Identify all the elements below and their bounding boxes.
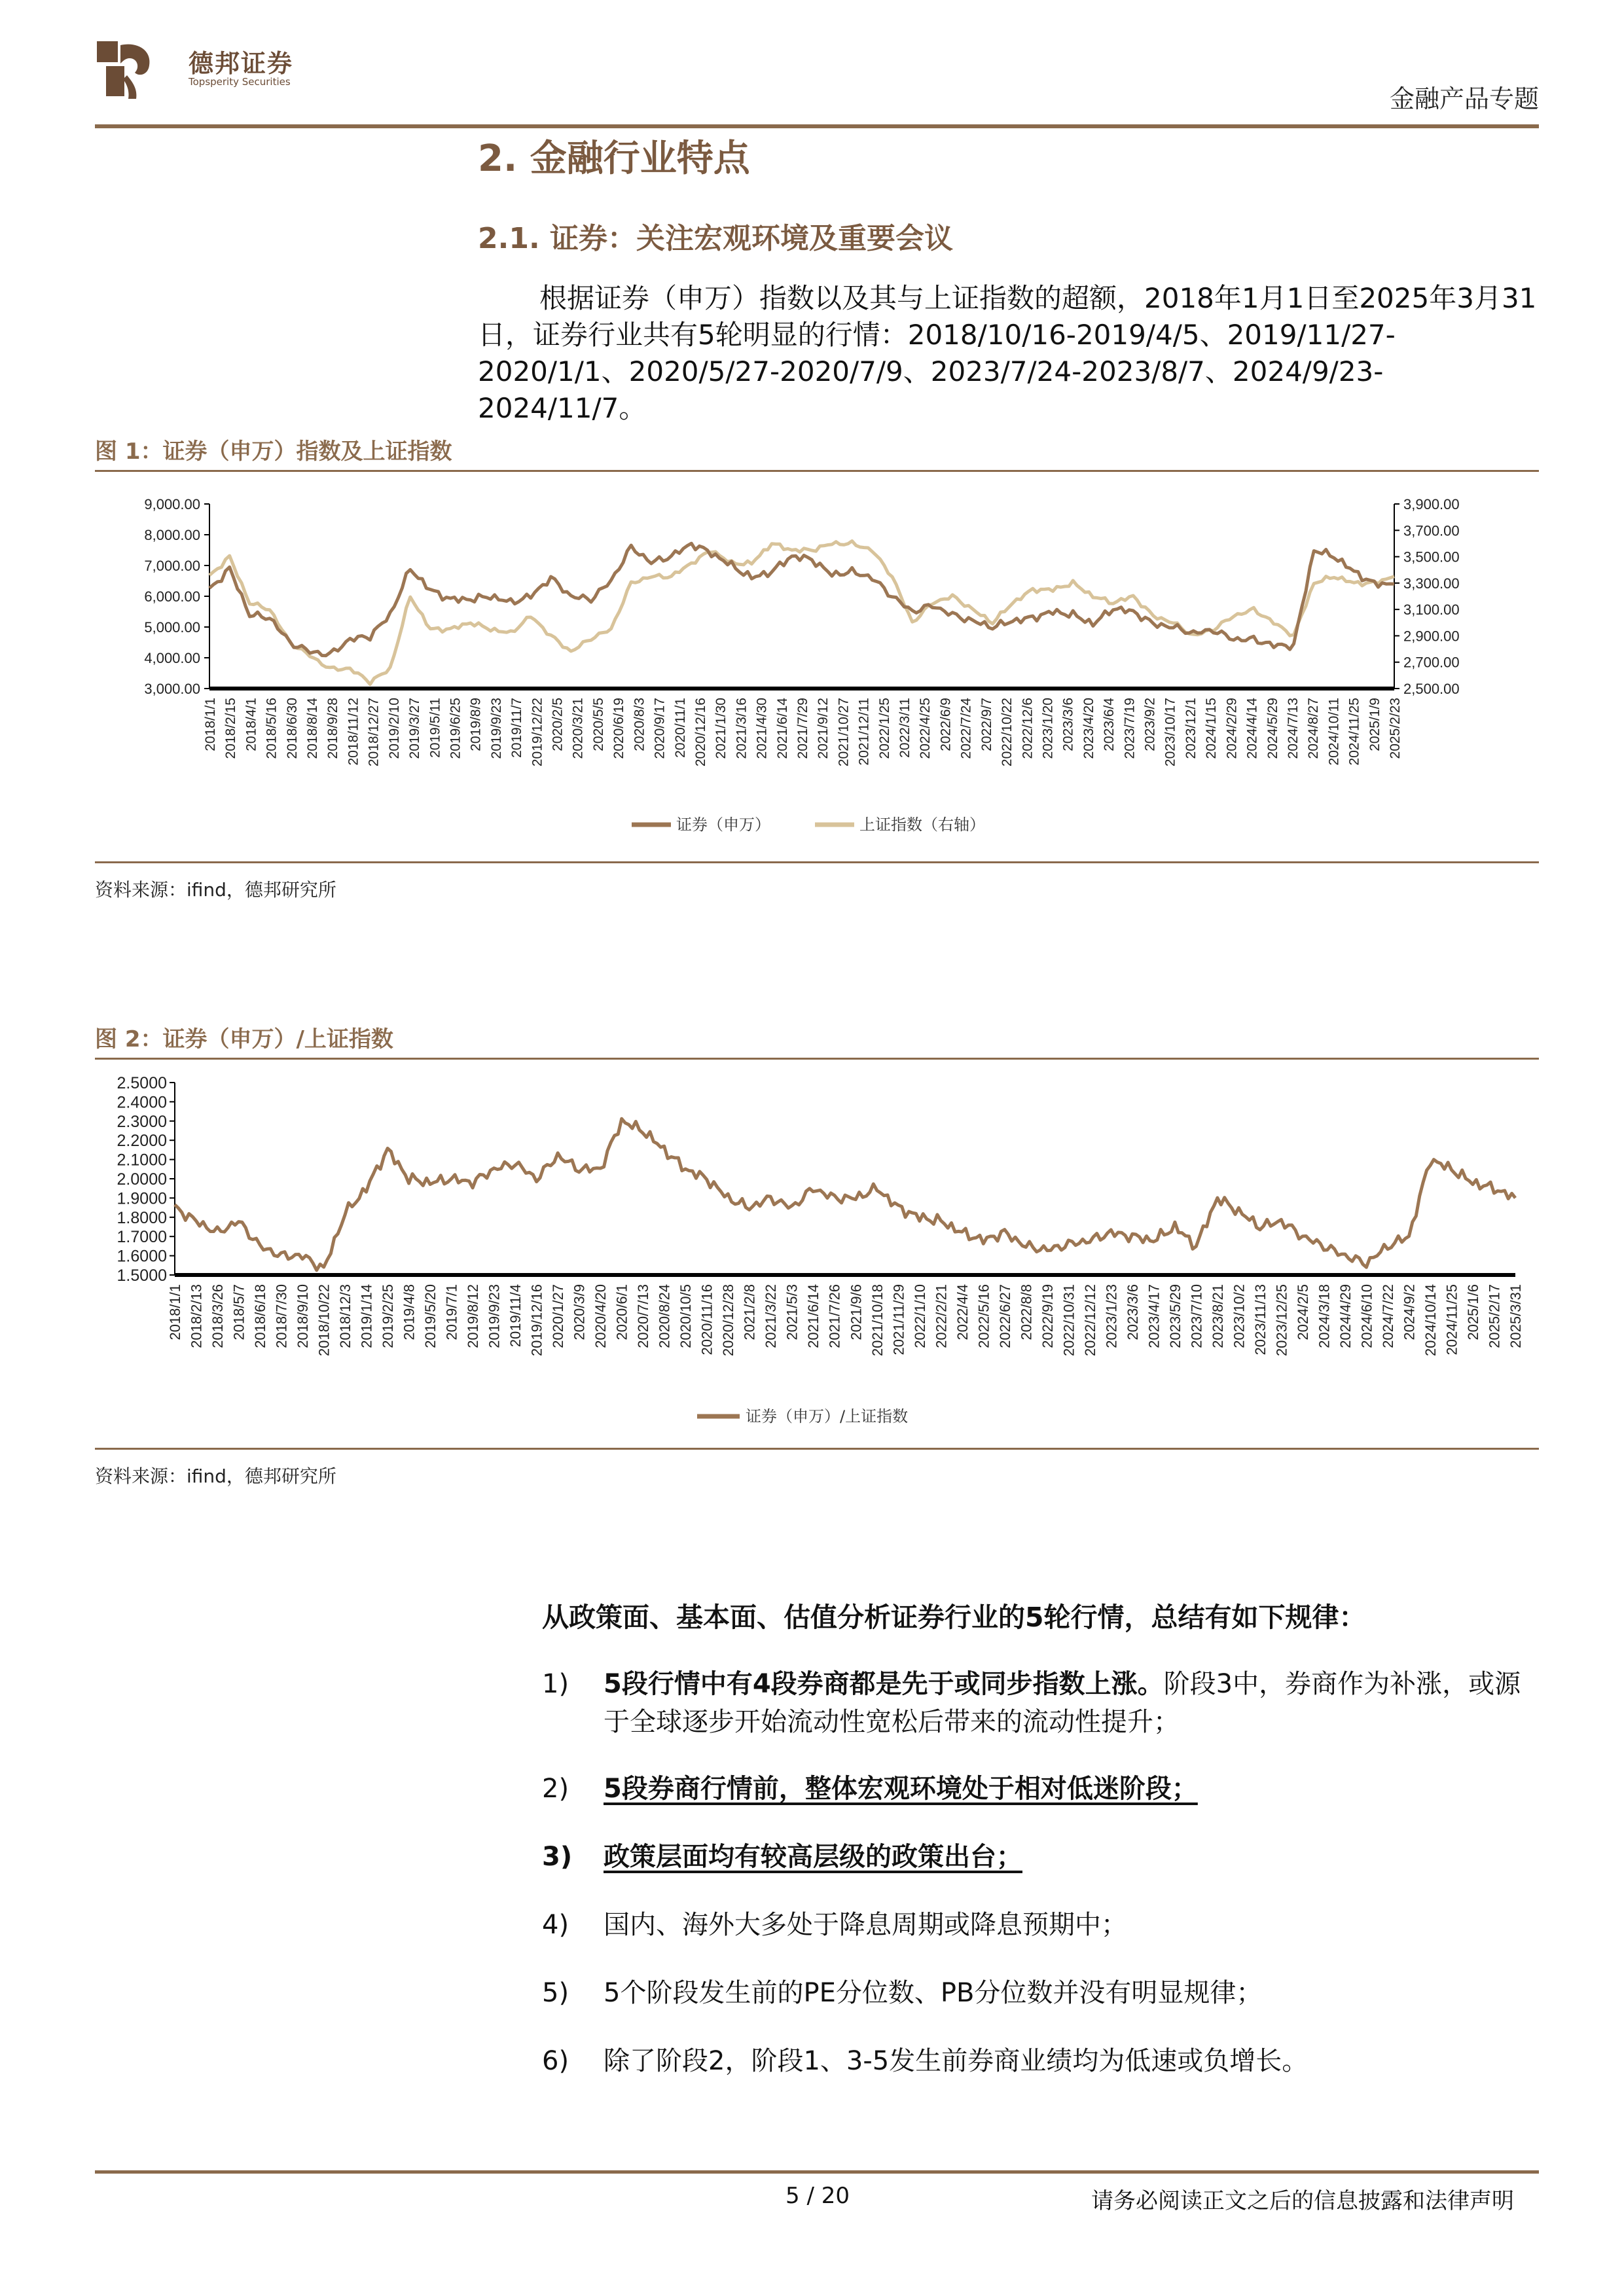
- x-tick-label: 2020/9/17: [652, 698, 668, 759]
- x-tick-label: 2024/2/5: [1294, 1284, 1311, 1340]
- left-tick-label: 9,000.00: [144, 496, 200, 512]
- footer-disclaimer: 请务必阅读正文之后的信息披露和法律声明: [1091, 2188, 1514, 2214]
- x-tick-label: 2020/8/3: [632, 698, 647, 751]
- legend-label-ratio: 证券（申万）/上证指数: [746, 1407, 909, 1426]
- x-tick-label: 2023/4/20: [1081, 698, 1096, 759]
- item-text: 阶段3中，券商作为补涨，或源于全球逐步开始流动性宽松后带来的流动性提升；: [604, 1669, 1521, 1737]
- x-tick-label: 2018/8/14: [305, 698, 321, 759]
- page-number: 5 / 20: [785, 2183, 850, 2209]
- x-tick-label: 2023/10/17: [1163, 698, 1178, 767]
- figure2-chart: [95, 1063, 1539, 1444]
- x-tick-label: 2022/12/12: [1081, 1284, 1098, 1357]
- x-tick-label: 2022/10/22: [1000, 698, 1015, 767]
- y-tick-label: 2.1000: [117, 1151, 167, 1170]
- figure2-bottom-rule: [95, 1448, 1539, 1450]
- x-tick-label: 2021/10/27: [836, 698, 852, 767]
- x-tick-label: 2018/1/1: [167, 1284, 183, 1340]
- left-tick-label: 5,000.00: [144, 619, 200, 636]
- logo-english-name: Topsperity Securities: [189, 76, 291, 88]
- y-tick-label: 1.7000: [117, 1228, 167, 1247]
- item-number: 1): [542, 1669, 569, 1699]
- x-tick-label: 2022/12/6: [1020, 698, 1036, 759]
- x-tick-label: 2019/1/14: [358, 1284, 375, 1348]
- x-tick-label: 2022/2/21: [933, 1284, 950, 1348]
- item-bold-text: 5段券商行情前，整体宏观环境处于相对低迷阶段；: [604, 1774, 1198, 1804]
- x-tick-label: 2023/10/2: [1231, 1284, 1248, 1348]
- x-tick-label: 2023/3/6: [1124, 1284, 1141, 1340]
- item-number: 5): [542, 1978, 569, 2008]
- x-tick-label: 2018/2/15: [223, 698, 239, 759]
- x-tick-label: 2022/8/8: [1018, 1284, 1035, 1340]
- right-tick-label: 3,300.00: [1403, 575, 1460, 592]
- x-tick-label: 2024/7/22: [1379, 1284, 1396, 1348]
- right-tick-label: 2,500.00: [1403, 681, 1460, 697]
- x-tick-label: 2021/11/29: [890, 1284, 907, 1355]
- x-tick-label: 2023/4/17: [1146, 1284, 1163, 1348]
- item-text: 5个阶段发生前的PE分位数、PB分位数并没有明显规律；: [604, 1978, 1263, 2008]
- figure2-source: 资料来源：ifind，德邦研究所: [95, 1465, 336, 1487]
- x-tick-label: 2019/11/4: [507, 1284, 524, 1348]
- item-number: 2): [542, 1774, 569, 1804]
- x-tick-label: 2024/4/29: [1337, 1284, 1354, 1348]
- right-tick-label: 3,100.00: [1403, 601, 1460, 619]
- x-tick-label: 2021/12/11: [856, 698, 872, 766]
- x-tick-label: 2018/5/16: [264, 698, 280, 759]
- x-tick-label: 2019/3/27: [407, 698, 423, 759]
- x-tick-label: 2022/7/24: [958, 698, 974, 759]
- x-tick-label: 2018/1/1: [203, 698, 218, 751]
- x-tick-label: 2019/9/23: [486, 1284, 503, 1348]
- item-number: 4): [542, 1910, 569, 1940]
- y-tick-label: 1.9000: [117, 1189, 167, 1208]
- footer-divider: [95, 2170, 1539, 2174]
- x-tick-label: 2020/5/5: [590, 698, 606, 751]
- x-tick-label: 2022/4/25: [918, 698, 933, 759]
- x-tick-label: 2020/2/5: [550, 698, 566, 751]
- x-tick-label: 2021/7/29: [795, 698, 810, 759]
- figure2-title: 图 2：证券（申万）/上证指数: [95, 1026, 393, 1052]
- securities-index-line: [209, 543, 1394, 656]
- x-tick-label: 2025/1/9: [1367, 698, 1382, 751]
- x-tick-label: 2023/12/25: [1273, 1284, 1290, 1357]
- x-tick-label: 2019/5/20: [422, 1284, 439, 1348]
- x-tick-label: 2023/8/21: [1209, 1284, 1226, 1348]
- item-bold-text: 5段行情中有4段券商都是先于或同步指数上涨。: [604, 1669, 1164, 1699]
- y-tick-label: 1.8000: [117, 1208, 167, 1227]
- section-tag: 金融产品专题: [1389, 84, 1539, 113]
- left-tick-label: 4,000.00: [144, 650, 200, 666]
- x-tick-label: 2024/4/14: [1244, 698, 1260, 759]
- x-tick-label: 2020/6/19: [611, 698, 627, 759]
- figure2-top-rule: [95, 1058, 1539, 1060]
- x-tick-label: 2023/11/13: [1252, 1284, 1269, 1355]
- x-tick-label: 2024/8/27: [1306, 698, 1322, 759]
- x-tick-label: 2024/11/25: [1346, 698, 1362, 766]
- logo-chinese-name: 德邦证券: [189, 49, 294, 78]
- legend-label-securities: 证券（申万）: [676, 816, 770, 834]
- x-tick-label: 2020/12/28: [720, 1284, 737, 1357]
- item-text: 除了阶段2，阶段1、3-5发生前券商业绩均为低速或负增长。: [604, 2046, 1308, 2076]
- x-tick-label: 2021/6/14: [774, 698, 790, 759]
- x-tick-label: 2022/9/7: [979, 698, 994, 751]
- x-tick-label: 2023/7/10: [1188, 1284, 1205, 1348]
- item-text: 国内、海外大多处于降息周期或降息预期中；: [604, 1910, 1127, 1940]
- heading-level-2: 2.1. 证券：关注宏观环境及重要会议: [478, 222, 953, 255]
- y-tick-label: 2.4000: [117, 1093, 167, 1112]
- header-divider: [95, 124, 1539, 128]
- left-tick-label: 6,000.00: [144, 588, 200, 605]
- x-tick-label: 2025/3/31: [1507, 1284, 1524, 1348]
- x-tick-label: 2021/7/26: [826, 1284, 843, 1348]
- x-tick-label: 2018/5/7: [230, 1284, 247, 1340]
- figure1-chart: [95, 478, 1539, 857]
- item-bold-text: 政策层面均有较高层级的政策出台；: [604, 1842, 1022, 1872]
- x-tick-label: 2023/5/29: [1166, 1284, 1183, 1348]
- x-tick-label: 2018/9/10: [295, 1284, 312, 1348]
- x-tick-label: 2022/4/4: [954, 1284, 971, 1340]
- x-tick-label: 2020/4/20: [592, 1284, 609, 1348]
- x-tick-label: 2018/10/22: [316, 1284, 333, 1357]
- y-tick-label: 1.6000: [117, 1247, 167, 1266]
- x-tick-label: 2023/1/23: [1103, 1284, 1120, 1348]
- x-tick-label: 2019/5/11: [427, 698, 443, 758]
- y-tick-label: 1.5000: [117, 1266, 167, 1285]
- x-tick-label: 2020/8/24: [656, 1284, 673, 1348]
- figure1-title: 图 1：证券（申万）指数及上证指数: [95, 439, 452, 465]
- item-number: 6): [542, 2046, 569, 2076]
- x-tick-label: 2024/10/11: [1326, 698, 1342, 766]
- figure1-source: 资料来源：ifind，德邦研究所: [95, 879, 336, 901]
- x-tick-label: 2018/9/28: [325, 698, 341, 759]
- x-tick-label: 2021/2/8: [741, 1284, 758, 1340]
- shanghai-index-line: [209, 541, 1394, 685]
- x-tick-label: 2019/11/7: [509, 698, 525, 758]
- x-tick-label: 2022/9/19: [1039, 1284, 1056, 1348]
- intro-text: 根据证券（申万）指数以及其与上证指数的超额，2018年1月1日至2025年3月31日，证券行业共有5轮明显的行情：2018/10/16-2019/4/5、2019/11/27-2020/1/1、2020/5/27-2020/7/9、2023/7/24-2023/8/7、2024/9/23-2024/11/7。: [478, 282, 1537, 424]
- x-tick-label: 2022/1/10: [911, 1284, 928, 1348]
- x-tick-label: 2021/9/12: [816, 698, 831, 759]
- x-tick-label: 2024/11/25: [1443, 1284, 1460, 1355]
- x-tick-label: 2023/1/20: [1040, 698, 1056, 759]
- right-tick-label: 3,900.00: [1403, 496, 1460, 512]
- x-tick-label: 2022/10/31: [1060, 1284, 1077, 1357]
- x-tick-label: 2019/12/22: [530, 698, 545, 767]
- ratio-line: [175, 1119, 1515, 1270]
- legend-label-shanghai: 上证指数（右轴）: [859, 816, 985, 834]
- x-tick-label: 2023/6/4: [1102, 698, 1117, 751]
- x-tick-label: 2021/9/6: [848, 1284, 865, 1340]
- x-tick-label: 2020/10/5: [677, 1284, 695, 1348]
- x-tick-label: 2021/5/3: [784, 1284, 801, 1340]
- x-tick-label: 2020/3/9: [571, 1284, 588, 1340]
- x-tick-label: 2021/3/22: [763, 1284, 780, 1348]
- y-tick-label: 2.5000: [117, 1074, 167, 1092]
- x-tick-label: 2018/6/18: [252, 1284, 269, 1348]
- left-tick-label: 8,000.00: [144, 527, 200, 543]
- y-tick-label: 2.3000: [117, 1112, 167, 1131]
- x-tick-label: 2020/11/1: [672, 698, 688, 758]
- x-tick-label: 2018/4/1: [244, 698, 259, 751]
- x-tick-label: 2021/10/18: [869, 1284, 886, 1357]
- x-tick-label: 2023/12/1: [1183, 698, 1199, 759]
- x-tick-label: 2022/6/9: [938, 698, 954, 751]
- x-tick-label: 2024/7/13: [1285, 698, 1301, 759]
- x-tick-label: 2020/6/1: [613, 1284, 630, 1340]
- x-tick-label: 2020/12/16: [693, 698, 708, 767]
- figure1-bottom-rule: [95, 861, 1539, 863]
- x-tick-label: 2018/2/13: [188, 1284, 205, 1348]
- company-logo: [92, 36, 154, 101]
- x-tick-label: 2024/3/18: [1316, 1284, 1333, 1348]
- x-tick-label: 2018/3/26: [209, 1284, 226, 1348]
- x-tick-label: 2024/5/29: [1265, 698, 1280, 759]
- x-tick-label: 2023/9/2: [1142, 698, 1158, 751]
- x-tick-label: 2020/1/27: [550, 1284, 567, 1348]
- y-tick-label: 2.2000: [117, 1132, 167, 1151]
- left-tick-label: 7,000.00: [144, 558, 200, 574]
- x-tick-label: 2025/1/6: [1464, 1284, 1481, 1340]
- x-tick-label: 2018/12/27: [366, 698, 382, 767]
- right-tick-label: 2,900.00: [1403, 628, 1460, 645]
- x-tick-label: 2019/8/9: [468, 698, 484, 751]
- x-tick-label: 2022/6/27: [996, 1284, 1013, 1348]
- x-tick-label: 2019/6/25: [448, 698, 463, 759]
- x-tick-label: 2019/8/12: [465, 1284, 482, 1348]
- x-tick-label: 2025/2/17: [1486, 1284, 1503, 1348]
- x-tick-label: 2021/3/16: [734, 698, 749, 759]
- x-tick-label: 2024/9/2: [1401, 1284, 1418, 1340]
- x-tick-label: 2019/7/1: [443, 1284, 460, 1340]
- x-tick-label: 2021/4/30: [754, 698, 770, 759]
- x-tick-label: 2018/11/12: [346, 698, 361, 766]
- x-tick-label: 2024/2/29: [1224, 698, 1240, 759]
- right-tick-label: 3,500.00: [1403, 548, 1460, 565]
- x-tick-label: 2024/6/10: [1358, 1283, 1375, 1348]
- x-tick-label: 2019/2/10: [386, 698, 402, 759]
- x-tick-label: 2023/3/6: [1060, 698, 1076, 751]
- y-tick-label: 2.0000: [117, 1170, 167, 1189]
- summary-title: 从政策面、基本面、估值分析证券行业的5轮行情，总结有如下规律：: [542, 1602, 1366, 1633]
- x-tick-label: 2019/4/8: [401, 1284, 418, 1340]
- x-tick-label: 2020/7/13: [635, 1284, 652, 1348]
- x-tick-label: 2018/12/3: [337, 1284, 354, 1348]
- x-tick-label: 2019/12/16: [528, 1284, 545, 1357]
- x-tick-label: 2018/7/30: [273, 1284, 290, 1348]
- x-tick-label: 2020/11/16: [698, 1284, 715, 1355]
- x-tick-label: 2018/6/30: [284, 698, 300, 759]
- x-tick-label: 2023/7/19: [1122, 698, 1138, 759]
- x-tick-label: 2019/2/25: [380, 1284, 397, 1348]
- x-tick-label: 2024/1/15: [1204, 698, 1219, 759]
- right-tick-label: 2,700.00: [1403, 654, 1460, 671]
- left-tick-label: 3,000.00: [144, 681, 200, 697]
- x-tick-label: 2022/1/25: [876, 698, 892, 759]
- x-tick-label: 2025/2/23: [1388, 698, 1403, 759]
- x-tick-label: 2021/1/30: [713, 698, 729, 759]
- heading-level-1: 2. 金融行业特点: [478, 137, 750, 180]
- x-tick-label: 2022/5/16: [975, 1284, 992, 1348]
- right-tick-label: 3,700.00: [1403, 522, 1460, 539]
- x-tick-label: 2021/6/14: [805, 1284, 822, 1348]
- x-tick-label: 2024/10/14: [1422, 1284, 1439, 1357]
- x-tick-label: 2019/9/23: [488, 698, 504, 759]
- x-tick-label: 2020/3/21: [570, 698, 586, 759]
- x-tick-label: 2022/3/11: [897, 698, 913, 758]
- figure1-top-rule: [95, 470, 1539, 472]
- item-number: 3): [542, 1842, 573, 1872]
- intro-paragraph: [478, 280, 1540, 427]
